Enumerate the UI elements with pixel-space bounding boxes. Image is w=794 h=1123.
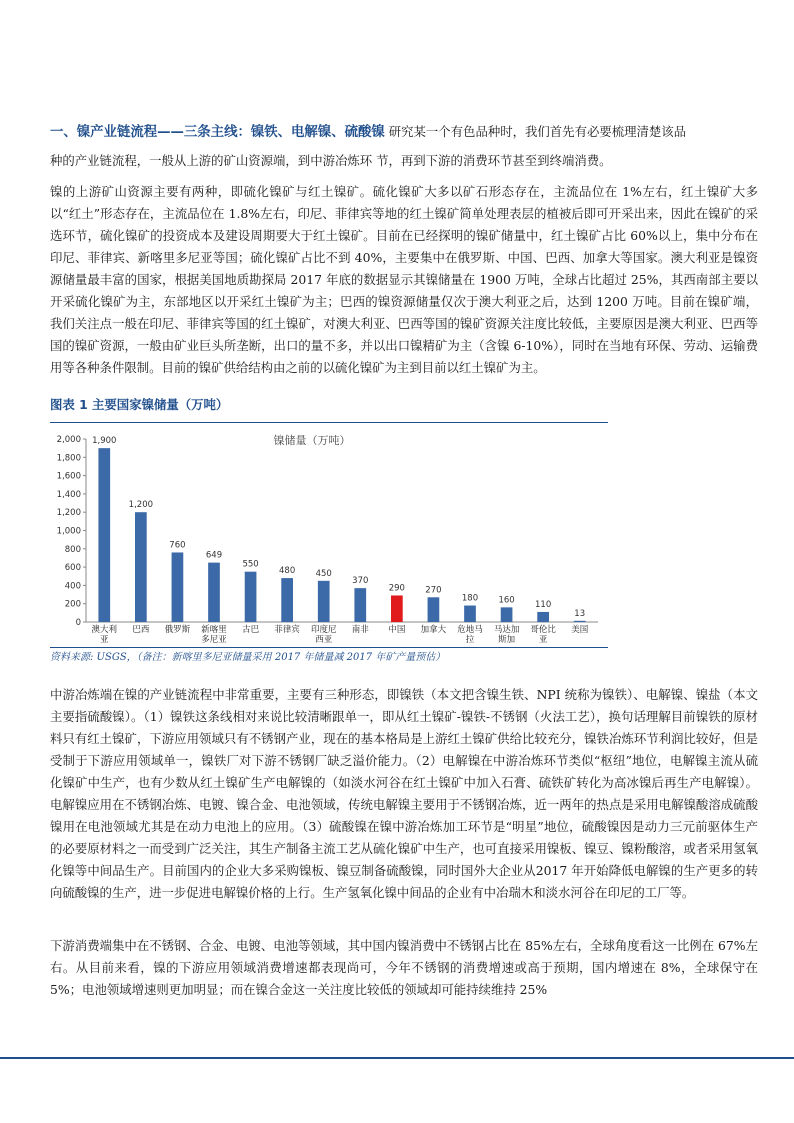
section-heading-tail: 研究某一个有色品种时，我们首先有必要梳理清楚该品 xyxy=(388,124,687,139)
y-tick-label: 1,000 xyxy=(56,526,81,537)
bar-value-label: 550 xyxy=(242,559,259,570)
bar-value-label: 1,900 xyxy=(92,436,117,447)
nickel-reserves-chart xyxy=(50,426,610,648)
intro-line: 种的产业链流程，一般从上游的矿山资源端，到中游冶炼环 节，再到下游的消费环节甚至到终端消费。 xyxy=(50,153,612,168)
bar-value-label: 290 xyxy=(388,583,405,594)
paragraph-midstream: 中游冶炼端在镍的产业链流程中非常重要，主要有三种形态，即镍铁（本文把含镍生铁、NPI 统称为镍铁）、电解镍、镍盐（本文主要指硫酸镍）。（1）镍铁这条线相对来说比较清晰跟单一，即从红土镍矿-镍铁-不锈钢（火法工艺），换句话理解目前镍铁的原材料只有红土镍矿，下游应用领域只有不锈钢产业，现在的基本格局是上游红土镍矿供给比较充分，镍铁冶炼环节利润比较好，但是受制于下游应用领域单一，镍铁厂对下游不锈钢厂缺乏溢价能力。（2）电解镍在中游冶炼环节类似“枢纽”地位，电解镍主流从硫化镍矿中生产，也有少数从红土镍矿生产电解镍的（如淡水河谷在红土镍矿中加入石膏、硫铁矿转化为高冰镍后再生产电解镍）。电解镍应用在不锈钢冶炼、电镀、镍合金、电池领域，传统电解镍主要用于不锈钢冶炼，近一两年的热点是采用电解镍酸溶成硫酸镍用在电池领域尤其是在动力电池上的应用。（3）硫酸镍在镍中游冶炼加工环节是“明星”地位，硫酸镍因是动力三元前驱体生产的必要原材料之一而受到广泛关注，其生产制备主流工艺从硫化镍矿中生产，也可直接采用镍板、镍豆、镍粉酸溶，或者采用氢氧化镍等中间品生产。目前国内的企业大多采购镍板、镍豆制备硫酸镍，同时国外大企业从2017 年开始降低电解镍的生产更多的转向硫酸镍的生产，进一步促进电解镍价格的上行。生产氢氧化镍中间品的企业有中冶瑞木和淡水河谷在印尼的工厂等。 xyxy=(50,687,758,900)
figure-title: 图表 1 主要国家镍储量（万吨） xyxy=(50,397,229,412)
bar-value-label: 110 xyxy=(535,599,552,610)
y-tick-label: 0 xyxy=(75,618,81,628)
bar-value-label: 180 xyxy=(461,593,479,604)
category-label: 亚 xyxy=(100,635,109,645)
category-label: 菲律宾 xyxy=(274,625,300,635)
bar-4 xyxy=(208,563,220,622)
category-label: 马达加 xyxy=(493,625,520,635)
category-label: 中国 xyxy=(388,625,406,635)
section-heading: 一、镍产业链流程——三条主线：镍铁、电解镍、硫酸镍 xyxy=(50,125,385,140)
y-tick-label: 200 xyxy=(64,599,81,610)
bar-7 xyxy=(318,581,330,622)
bar-8 xyxy=(354,588,366,622)
paragraph-downstream: 下游消费端集中在不锈钢、合金、电镀、电池等领域，其中国内镍消费中不锈钢占比在 85%左右，全球角度看这一比例在 67%左右。从目前来看，镍的下游应用领域消费增速都表现尚可，今年不锈钢的消费增速或高于预期，国内增速在 8%，全球保守在 5%；电池领域增速则更加明显；而在镍合金这一关注度比较低的领域却可能持续维持 25% xyxy=(50,938,758,997)
bar-value-label: 270 xyxy=(425,585,442,596)
y-tick-label: 2,000 xyxy=(56,435,81,445)
category-label: 拉 xyxy=(465,635,475,645)
y-tick-label: 600 xyxy=(64,563,81,574)
section-heading-line xyxy=(50,121,770,144)
bar-14 xyxy=(574,621,586,622)
paragraph-upstream: 镍的上游矿山资源主要有两种，即硫化镍矿与红土镍矿。硫化镍矿大多以矿石形态存在，主流品位在 1%左右，红土镍矿大多以“红土”形态存在，主流品位在 1.8%左右，印尼、菲律宾等地的红土镍矿简单处理表层的植被后即可开采出来，因此在镍矿的采选环节，硫化镍矿的投资成本及建设周期要大于红土镍矿。目前在已经探明的镍矿储量中，红土镍矿占比 60%以上，集中分布在印尼、菲律宾、新喀里多尼亚等国；硫化镍矿占比不到 40%，主要集中在俄罗斯、中国、巴西、加拿大等国家。澳大利亚是镍资源储量最丰富的国家，根据美国地质勘探局 2017 年底的数据显示其镍储量在 1900 万吨，全球占比超过 25%，其西南部主要以开采硫化镍矿为主，东部地区以开采红土镍矿为主；巴西的镍资源储量仅次于澳大利亚之后，达到 1200 万吨。目前在镍矿端，我们关注点一般在印尼、菲律宾等国的红土镍矿，对澳大利亚、巴西等国的镍矿资源关注度比较低，主要原因是澳大利亚、巴西等国的镍矿资源，一般由矿业巨头所垄断，出口的量不多，并以出口镍精矿为主（含镍 6-10%），同时在当地有环保、劳动、运输费用等各种条件限制。目前的镍矿供给结构由之前的以硫化镍矿为主到目前以红土镍矿为主。 xyxy=(50,184,758,375)
category-label: 古巴 xyxy=(242,625,260,635)
footer-rule xyxy=(0,1057,794,1059)
bar-12 xyxy=(501,607,513,622)
category-label: 巴西 xyxy=(132,625,150,635)
category-label: 斯加 xyxy=(498,635,516,645)
y-tick-label: 1,400 xyxy=(56,489,81,500)
figure-source: 资料来源: USGS，（备注：新喀里多尼亚储量采用 2017 年储量减 2017 年矿产量预估） xyxy=(50,652,446,663)
category-label: 危地马 xyxy=(457,625,483,635)
bar-2 xyxy=(135,512,147,622)
bar-value-label: 760 xyxy=(169,540,186,551)
bar-10 xyxy=(428,597,440,622)
bar-value-label: 480 xyxy=(279,566,296,577)
bar-value-label: 1,200 xyxy=(128,500,154,511)
category-label: 澳大利 xyxy=(91,625,118,635)
category-label: 印度尼 xyxy=(310,625,337,635)
y-tick-label: 800 xyxy=(64,544,81,555)
category-label: 多尼亚 xyxy=(201,635,227,645)
category-label: 哥伦比 xyxy=(530,625,556,635)
bar-11 xyxy=(464,606,476,622)
y-tick-label: 1,600 xyxy=(56,471,81,482)
bar-13 xyxy=(537,612,549,622)
y-tick-label: 1,800 xyxy=(56,453,81,464)
bar-9 xyxy=(391,595,403,622)
bar-1 xyxy=(98,448,110,622)
bar-value-label: 160 xyxy=(498,595,515,606)
category-label: 俄罗斯 xyxy=(164,625,191,635)
category-label: 加拿大 xyxy=(420,625,447,635)
bar-3 xyxy=(172,552,184,622)
category-label: 新喀里 xyxy=(201,625,227,635)
category-label: 西亚 xyxy=(315,635,333,645)
bar-value-label: 370 xyxy=(352,576,369,587)
bar-value-label: 649 xyxy=(205,550,223,561)
bar-value-label: 13 xyxy=(574,608,586,619)
category-label: 美国 xyxy=(571,625,589,635)
bar-5 xyxy=(245,572,257,622)
y-tick-label: 1,200 xyxy=(56,508,81,519)
category-label: 南非 xyxy=(351,625,369,635)
figure-top-rule xyxy=(50,422,608,423)
y-tick-label: 400 xyxy=(64,581,81,592)
bar-6 xyxy=(281,578,293,622)
category-label: 亚 xyxy=(538,635,548,645)
chart-title: 镍储量（万吨） xyxy=(273,434,351,447)
bar-value-label: 450 xyxy=(315,568,332,579)
